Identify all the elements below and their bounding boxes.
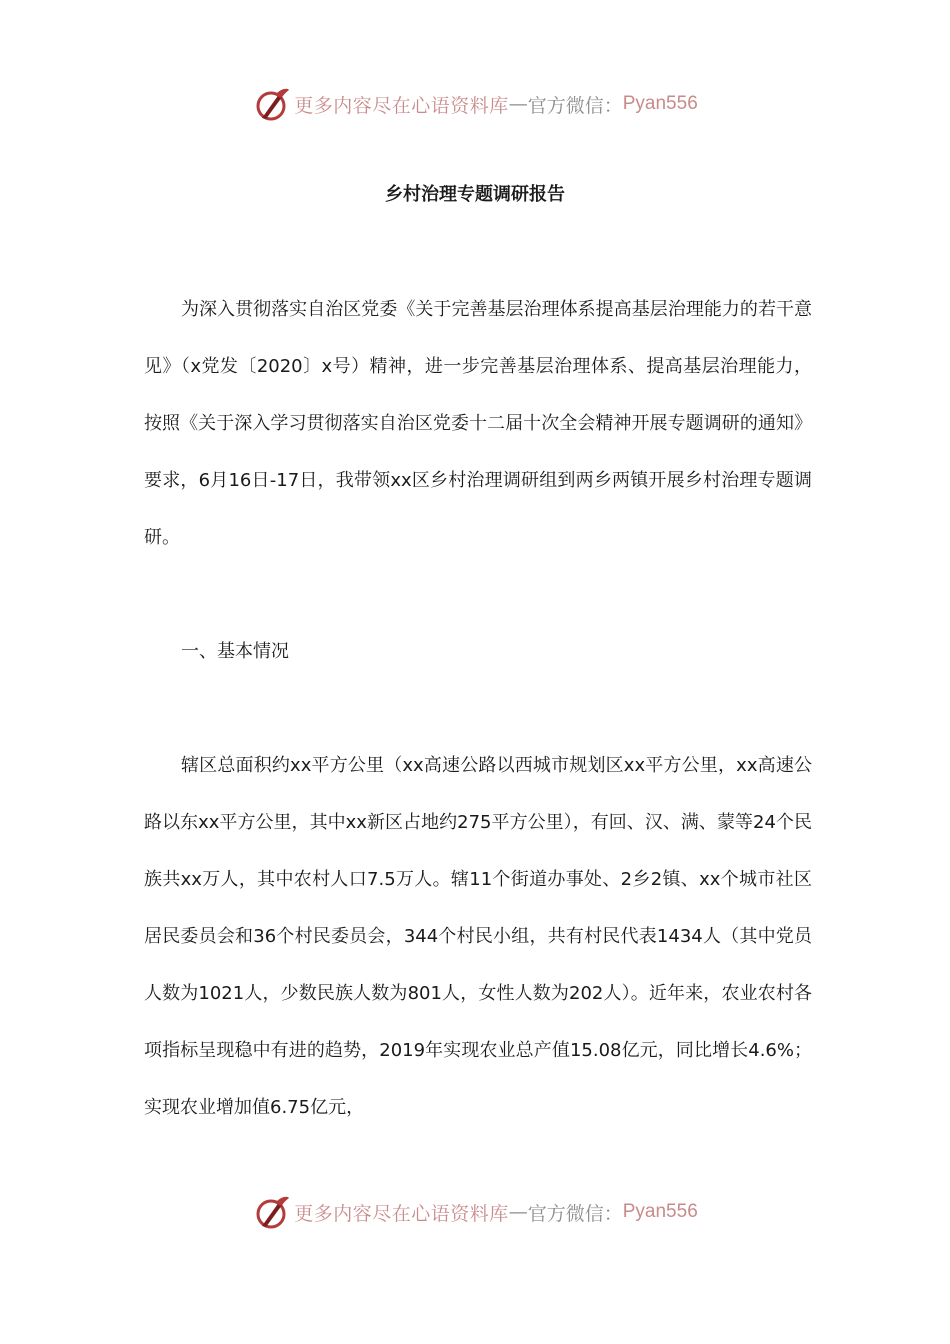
section-heading: 一、基本情况 xyxy=(181,641,289,662)
contact-label: 官方微信： xyxy=(527,1202,623,1225)
body-paragraph: 辖区总面积约xx平方公里（xx高速公路以西城市规划区xx平方公里，xx高速公路以东xx平方公里，其中xx新区占地约275平方公里），有回、汉、满、蒙等24个民族共xx万人，其中农村人口7.5万人。辖11个街道办事处、2乡2镇、xx个城市社区居民委员会和36个村民委员会，344个村民小组，共有村民代表1434人（其中党员人数为1021人，少数民族人数为801人，女性人数为202人）。近年来，农业农村各项指标呈现稳中有进的趋势，2019年实现农业总产值15.08亿元，同比增长4.6%；实现农业增加值6.75亿元， xyxy=(144,755,812,1118)
promo-text: 更多内容尽在心语资料库 xyxy=(294,1202,509,1225)
intro-paragraph: 为深入贯彻落实自治区党委《关于完善基层治理体系提高基层治理能力的若干意见》（x党发〔2020〕x号）精神，进一步完善基层治理体系、提高基层治理能力，按照《关于深入学习贯彻落实自治区党委十二届十次全会精神开展专题调研的通知》要求，6月16日-17日，我带领xx区乡村治理调研组到两乡两镇开展乡村治理专题调研。 xyxy=(144,299,812,548)
header-banner xyxy=(0,80,950,128)
banner-separator: — xyxy=(508,1201,528,1223)
quill-pen-icon xyxy=(252,84,292,124)
footer-banner xyxy=(0,1188,950,1236)
contact-id: Pyan556 xyxy=(622,93,698,114)
promo-text: 更多内容尽在心语资料库 xyxy=(294,94,509,117)
banner-separator: — xyxy=(508,93,528,115)
contact-label: 官方微信： xyxy=(527,94,623,117)
document-title: 乡村治理专题调研报告 xyxy=(385,184,565,205)
quill-pen-icon xyxy=(252,1192,292,1232)
contact-id: Pyan556 xyxy=(622,1201,698,1222)
